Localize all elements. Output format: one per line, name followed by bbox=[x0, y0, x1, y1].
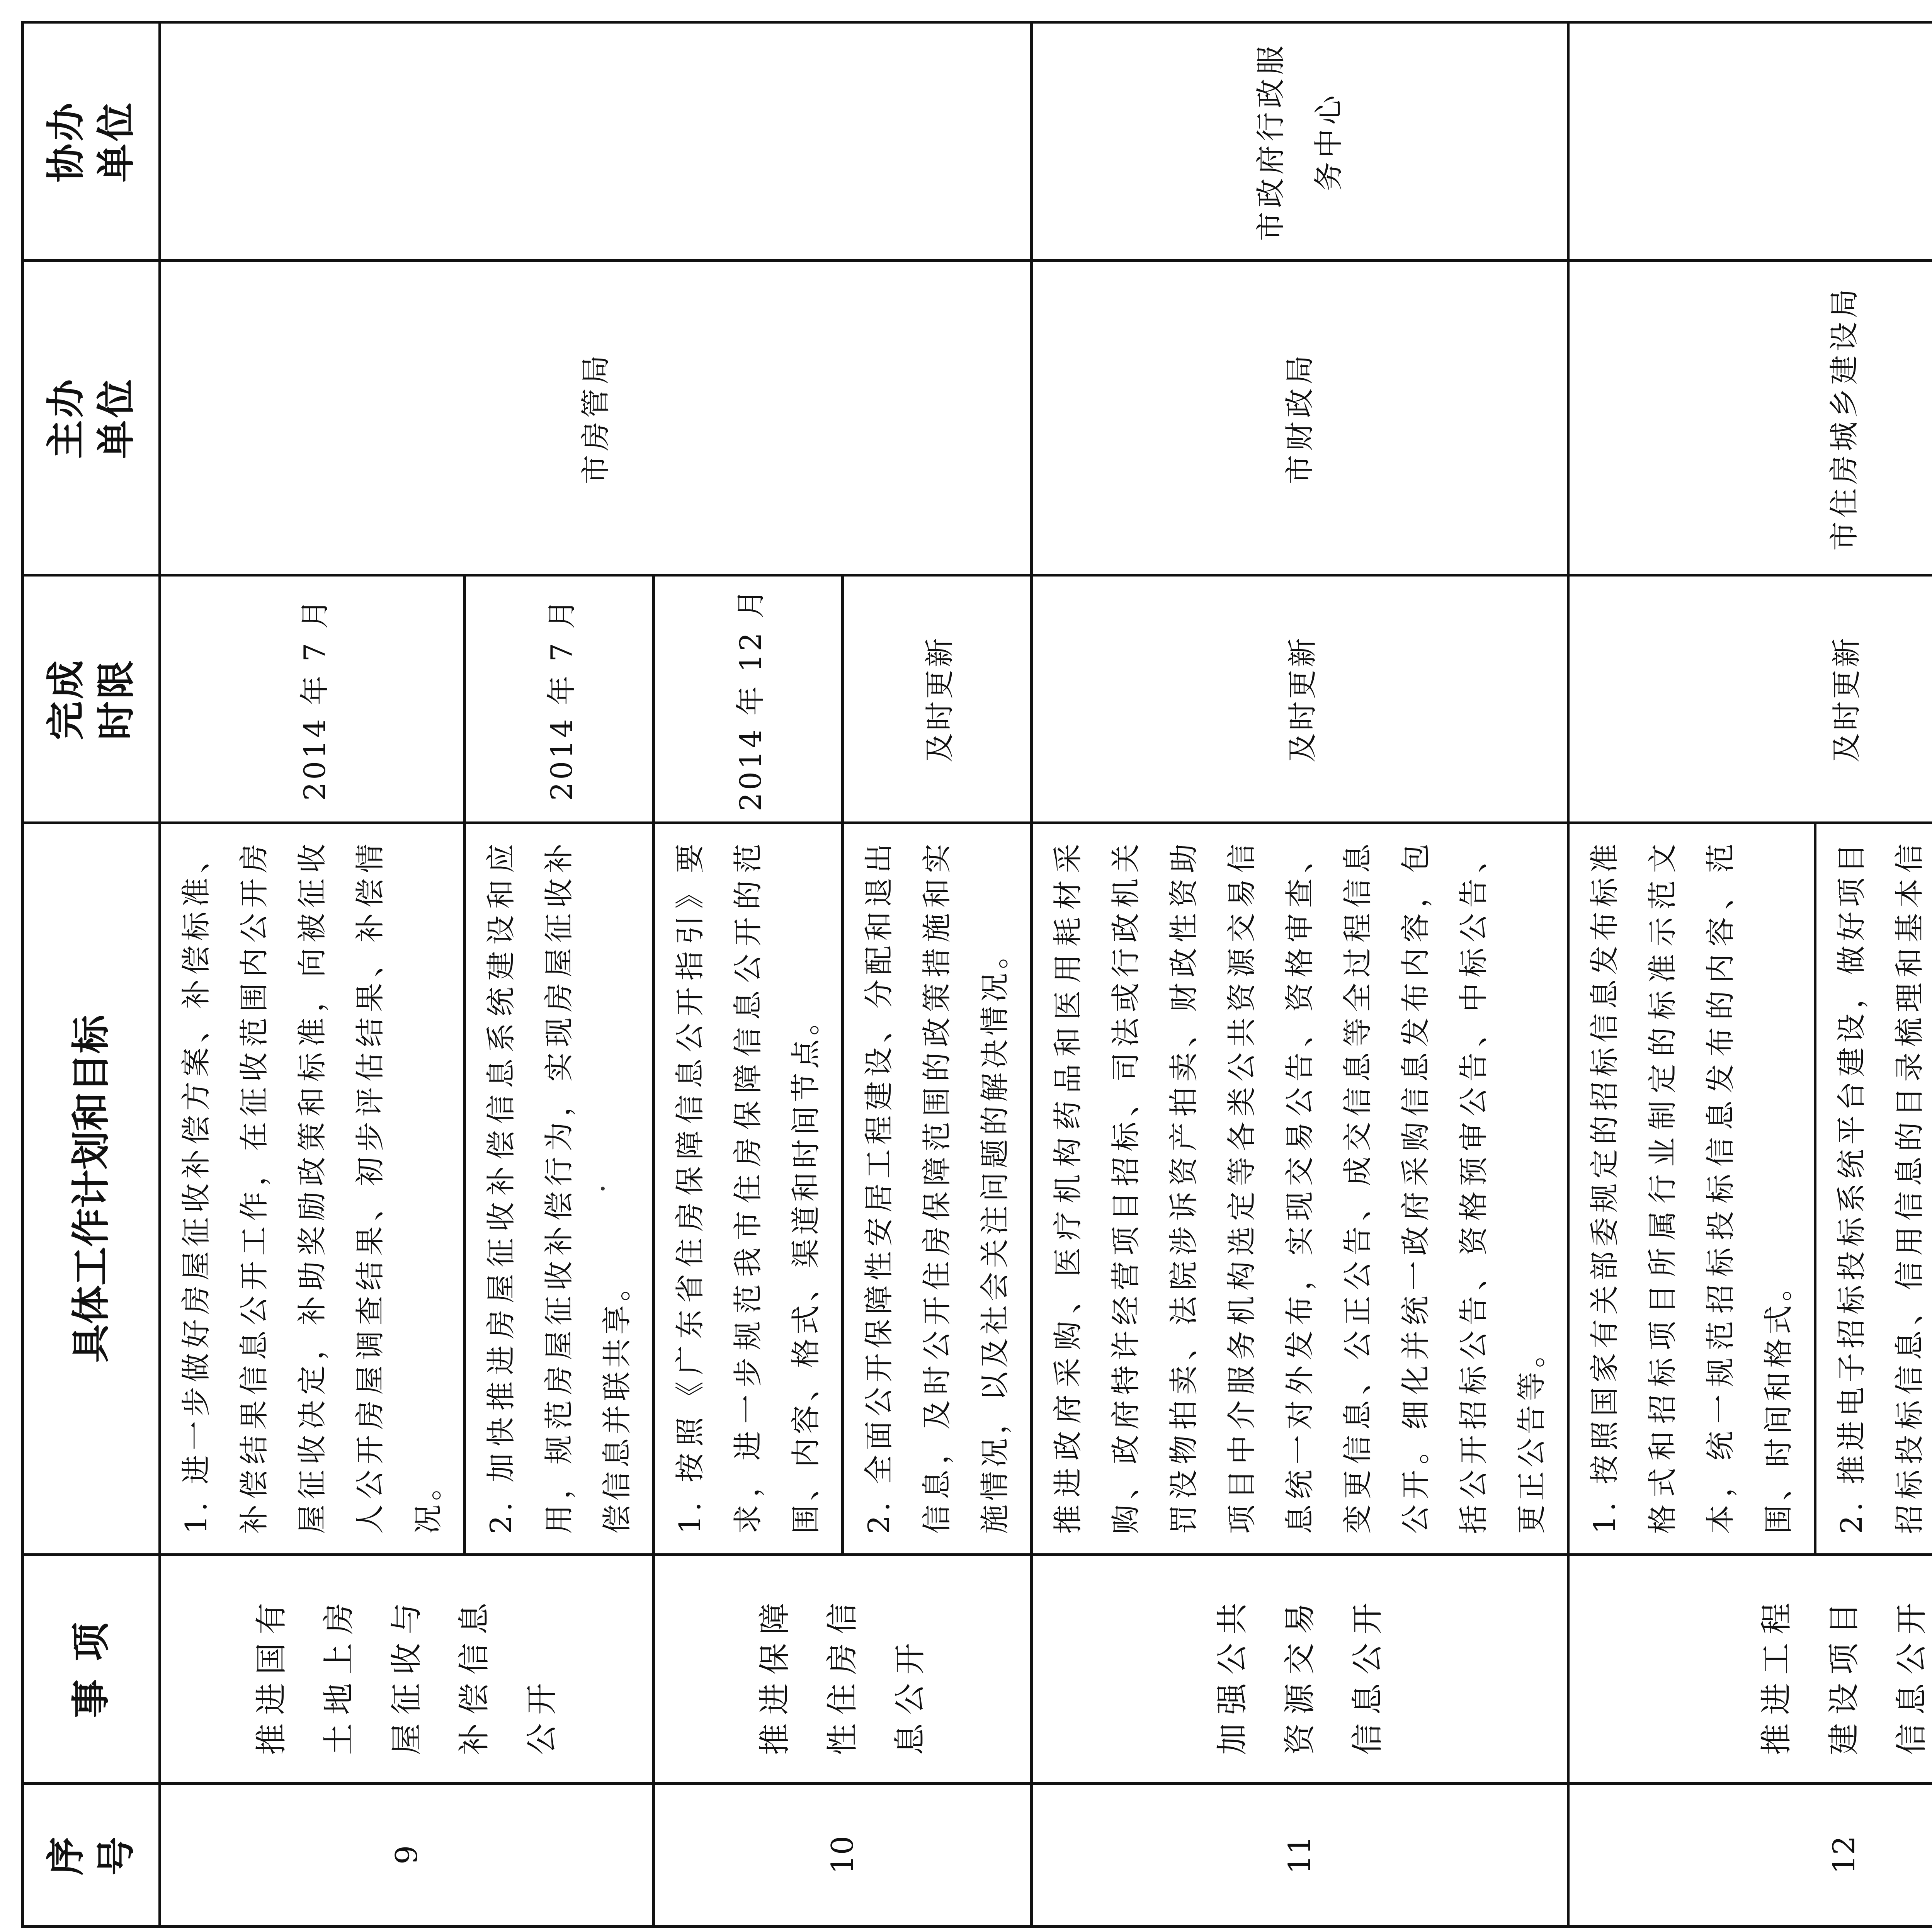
header-deadline bbox=[23, 575, 160, 823]
task-deadline: 2014 年 7 月 bbox=[465, 575, 654, 823]
table-header-row bbox=[23, 22, 160, 1927]
header-deadline-line-1: 完成 bbox=[43, 658, 88, 740]
header-item: 事 项 bbox=[23, 1554, 160, 1783]
assist-unit: 市政府行政服务中心 bbox=[1032, 22, 1568, 261]
assist-unit bbox=[160, 22, 1032, 261]
header-seq bbox=[23, 1783, 160, 1926]
task-text: 1. 按照《广东省住房保障信息公开指引》要求，进一步规范我市住房保障信息公开的范围、内容、格式、渠道和时间节点。 bbox=[654, 823, 843, 1554]
row-item: 推进保障性住房信息公开 bbox=[654, 1554, 1032, 1783]
main-unit: 市房管局 bbox=[160, 260, 1032, 575]
task-text: 1. 进一步做好房屋征收补偿方案、补偿标准、补偿结果信息公开工作，在征收范围内公开房屋征收决定，补助奖励政策和标准，向被征收人公开房屋调查结果、初步评估结果、补偿情况。 bbox=[160, 823, 465, 1554]
task-deadline: 及时更新 bbox=[843, 575, 1032, 823]
row-item: 加强公共资源交易信息公开 bbox=[1032, 1554, 1568, 1783]
row-number: 10 bbox=[654, 1783, 1032, 1926]
header-assist-unit-line-1: 协办 bbox=[43, 100, 88, 182]
task-deadline: 及时更新 bbox=[1032, 575, 1568, 823]
task-text: 2. 全面公开保障性安居工程建设、分配和退出信息，及时公开住房保障范围的政策措施和实施情况，以及社会关注问题的解决情况。 bbox=[843, 823, 1032, 1554]
task-deadline: 2014 年 7 月 bbox=[160, 575, 465, 823]
table-row bbox=[160, 22, 465, 1927]
table-row bbox=[1032, 22, 1568, 1927]
row-number: 9 bbox=[160, 1783, 654, 1926]
header-seq-line-1: 序 bbox=[43, 1834, 88, 1876]
task-deadline: 及时更新 bbox=[1568, 575, 1932, 823]
header-main-unit bbox=[23, 260, 160, 575]
header-assist-unit bbox=[23, 22, 160, 261]
row-number: 12 bbox=[1568, 1783, 1932, 1926]
task-text: 2. 推进电子招标投标系统平台建设，做好项目招标投标信息、信用信息的目录梳理和基本信 bbox=[1815, 823, 1932, 1554]
task-deadline: 2014 年 12 月 bbox=[654, 575, 843, 823]
header-main-unit-line-1: 主办 bbox=[43, 377, 88, 459]
main-unit: 市住房城乡建设局 bbox=[1568, 260, 1932, 575]
task-text: 推进政府采购、医疗机构药品和医用耗材采购、政府特许经营项目招标、司法或行政机关罚没物拍卖、法院涉诉资产拍卖、财政性资助项目中介服务机构选定等各类公共资源交易信息统一对外发布，实现交易公告、资格审查、变更信息、公正公告、成交信息等全过程信息公开。细化并统一政府采购信息发布内容，包括公开招标公告、资格预审公告、中标公告、更正公告等。 bbox=[1032, 823, 1568, 1554]
header-assist-unit-line-2: 单位 bbox=[94, 100, 139, 182]
row-item: 推进工程建设项目信息公开 bbox=[1568, 1554, 1932, 1783]
row-number: 11 bbox=[1032, 1783, 1568, 1926]
header-main-unit-line-2: 单位 bbox=[94, 377, 139, 459]
row-item: 推进国有土地上房屋征收与补偿信息公开 bbox=[160, 1554, 654, 1783]
work-plan-table bbox=[21, 21, 1932, 1928]
task-text: 1. 按照国家有关部委规定的招标信息发布标准格式和招标项目所属行业制定的标准示范文本，统一规范招标投标信息发布的内容、范围、时间和格式。 bbox=[1568, 823, 1815, 1554]
assist-unit bbox=[1568, 22, 1932, 261]
header-deadline-line-2: 时限 bbox=[94, 658, 139, 740]
table-row bbox=[1568, 22, 1815, 1927]
header-seq-line-2: 号 bbox=[94, 1834, 139, 1876]
task-text: 2. 加快推进房屋征收补偿信息系统建设和应用，规范房屋征收补偿行为，实现房屋征收补偿信息并联共享。 bbox=[465, 823, 654, 1554]
main-unit: 市财政局 bbox=[1032, 260, 1568, 575]
scan-speck bbox=[601, 1187, 605, 1190]
header-tasks: 具体工作计划和目标 bbox=[23, 823, 160, 1554]
